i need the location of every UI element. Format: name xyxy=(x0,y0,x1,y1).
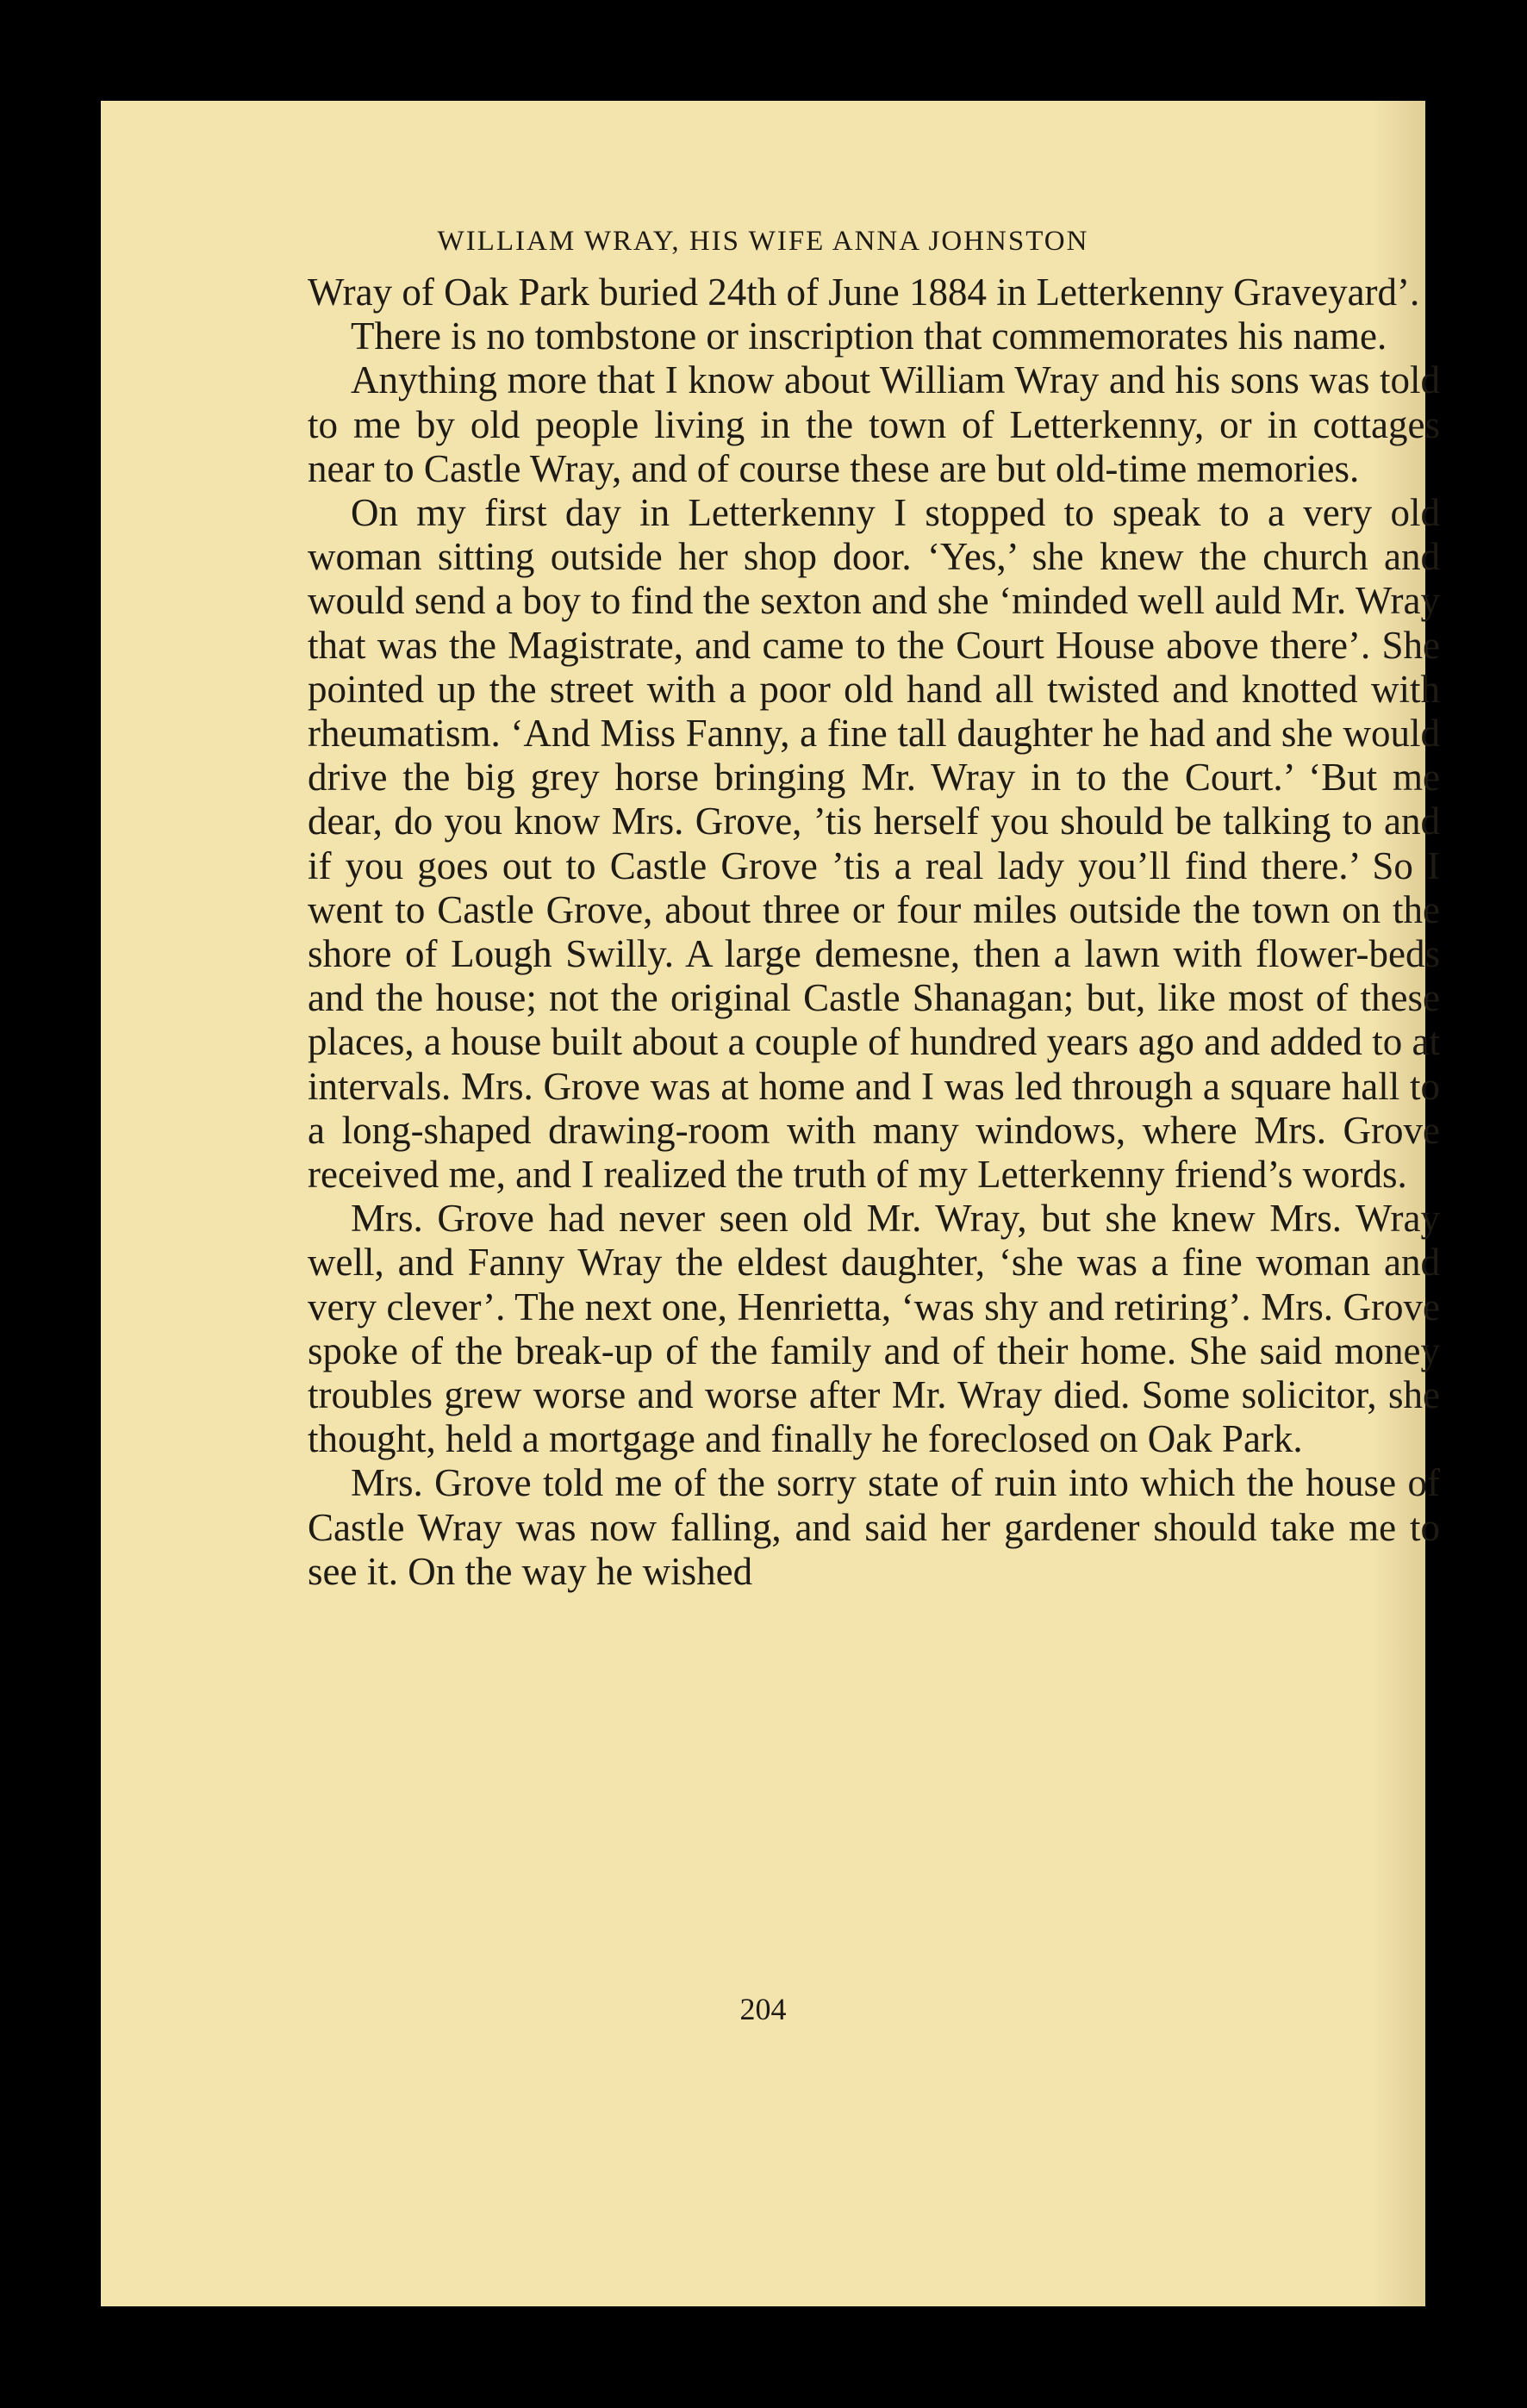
body-text xyxy=(308,271,1440,1594)
paragraph: There is no tombstone or inscription that commemorates his name. xyxy=(351,314,1387,358)
book-page xyxy=(101,101,1440,2306)
paragraph: Mrs. Grove had never seen old Mr. Wray, but she knew Mrs. Wray well, and Fanny Wray the eldest daughter, ‘she was a fine woman and very clever’. The next one, Henrietta, ‘was shy and retiring’. Mrs. Grove spoke of the break-up of the family and of their home. She said money troubles grew worse and worse after Mr. Wray died. Some solicitor, she thought, held a mortgage and finally he foreclosed on Oak Park. xyxy=(308,1197,1440,1461)
running-head: WILLIAM WRAY, HIS WIFE ANNA JOHNSTON xyxy=(437,226,1089,257)
page-number: 204 xyxy=(739,1992,787,2026)
paragraph: Mrs. Grove told me of the sorry state of ruin into which the house of Castle Wray was now falling, and said her gardener should take me to see it. On the way he wished xyxy=(308,1461,1440,1593)
paragraph: Anything more that I know about William Wray and his sons was told to me by old people living in the town of Letterkenny, or in cottages near to Castle Wray, and of course these are but old-time memories. xyxy=(308,358,1440,490)
paragraph: On my first day in Letterkenny I stopped to speak to a very old woman sitting outside her shop door. ‘Yes,’ she knew the church and would send a boy to find the sexton and she ‘minded well auld Mr. Wray that was the Magistrate, and came to the Court House above there’. She pointed up the street with a poor old hand all twisted and knotted with rheumatism. ‘And Miss Fanny, a fine tall daughter he had and she would drive the big grey horse bringing Mr. Wray in to the Court.’ ‘But me dear, do you know Mrs. Grove, ’tis herself you should be talking to and if you goes out to Castle Grove ’tis a real lady you’ll find there.’ So I went to Castle Grove, about three or four miles outside the town on the shore of Lough Swilly. A large demesne, then a lawn with flower-beds and the house; not the original Castle Shanagan; but, like most of these places, a house built about a couple of hundred years ago and added to at intervals. Mrs. Grove was at home and I was led through a square hall to a long-shaped drawing-room with many windows, where Mrs. Grove received me, and I realized the truth of my Letterkenny friend’s words. xyxy=(308,491,1440,1197)
paragraph: Wray of Oak Park buried 24th of June 1884 in Letterkenny Graveyard’. xyxy=(308,271,1420,314)
